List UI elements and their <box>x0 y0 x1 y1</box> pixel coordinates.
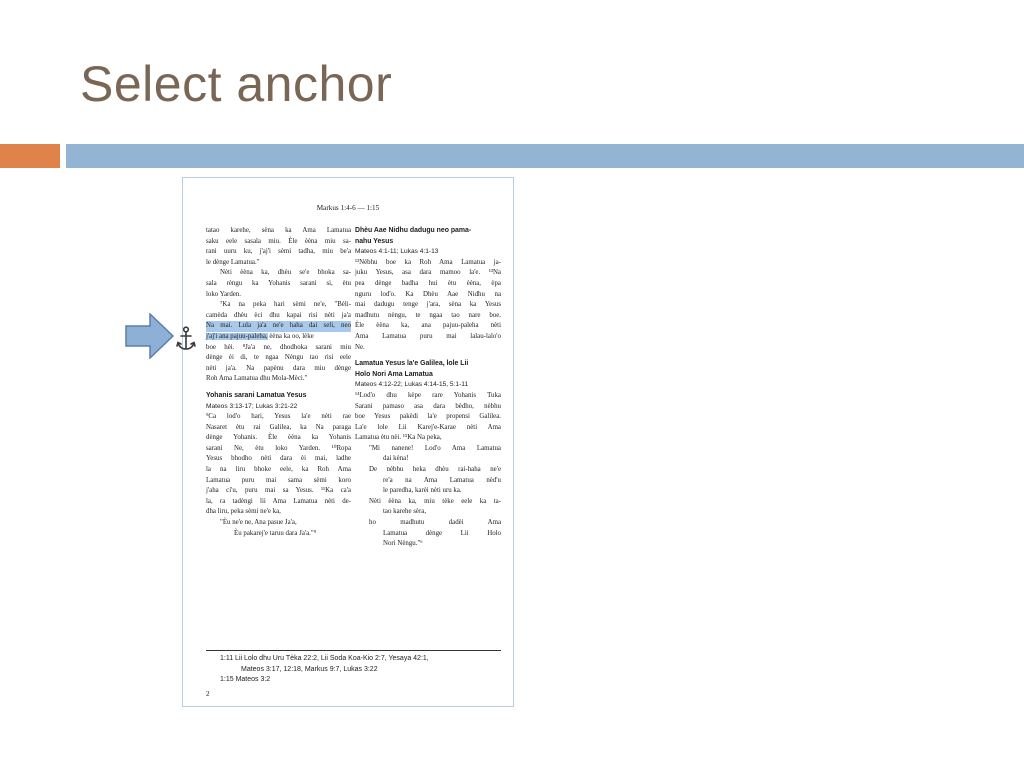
text-line: camèda dhèu èci dhu kapai risi nèti ja'a <box>206 311 351 319</box>
text-line: nèti ja'a. Na papènu dara miu dènge <box>206 364 351 372</box>
text-line: nguru lod'o. Ka Dhèu Aae Nidhu na <box>355 290 501 298</box>
text-line: La'e lole Lii Karej'e-Karae nèti Ama <box>355 423 501 431</box>
text-line <box>206 332 351 343</box>
text-line: mai dadugu tenge j'ara, sèna ka Yesus <box>355 301 501 309</box>
accent-bar <box>0 144 60 168</box>
text-line: Ama Lamatua puru mai lalau-lalo'o <box>355 332 501 340</box>
text-line: juku Yesus, asa dara mamoo la'e. ¹³Na <box>355 269 501 277</box>
footnote-line: Mateos 3:17, 12:18, Markus 9:7, Lukas 3:22 <box>241 665 378 673</box>
poetry-line: Lamatua dènge Lii Holo <box>383 529 501 537</box>
text-line: pea dènge badha hui ètu èèna, èpa <box>355 279 501 287</box>
text-line: Yesus bhodho nèti dara èi mai, ladhe <box>206 455 351 463</box>
text-line: tatao karehe, sèna ka Ama Lamatua <box>206 227 351 234</box>
text-line: sarani Ne, ètu loko Yarden. ¹⁰Ropa <box>206 444 351 452</box>
text-line: Ne. <box>355 343 365 351</box>
text-line: le dènge Lamatua." <box>206 258 260 266</box>
poetry-line: "Mi nanene! Lod'o Ama Lamatua <box>369 444 501 452</box>
text-line: Lamatua puru mai sama sèmi koro <box>206 476 351 484</box>
text-line: j'aha ci'u, puru mai sa Yesus. ¹¹Ka ca'a <box>206 487 351 495</box>
poetry-line: dai kèna! <box>383 455 409 463</box>
right-arrow-icon <box>125 313 175 359</box>
text-line: boe Yesus pakèdi la'e propensi Galilea. <box>355 413 501 421</box>
section-heading: Holo Nori Ama Lamatua <box>355 370 433 378</box>
text-line: Roh Ama Lamatua dhu Mola-Mèci." <box>206 375 308 383</box>
text-line: dènge Yohanis. Èle èèna ka Yohanis <box>206 434 351 442</box>
header-bar <box>66 144 1024 168</box>
section-heading: Yohanis sarani Lamatua Yesus <box>206 391 307 399</box>
text-fragment: èèna ka oo, lèke <box>267 332 314 340</box>
document-page <box>182 177 514 707</box>
section-heading: nahu Yesus <box>355 237 394 245</box>
page-number: 2 <box>206 690 210 698</box>
slide-title: Select anchor <box>80 56 393 112</box>
text-line: ¹²Nèbhu boe ka Roh Ama Lamatua ja- <box>355 258 501 266</box>
selected-text-line[interactable]: Na mai. Lula ja'a ne'e haha dai seli, neo <box>206 321 351 332</box>
poetry-line: le paredha, karèi nèti uru ka. <box>383 487 462 495</box>
left-column <box>206 226 351 539</box>
poetry-line: Nori Nèngu."⁶ <box>383 540 423 548</box>
text-line: Nèti èèna ka, dhèu se'e bhoka sa- <box>220 269 351 277</box>
footnote-divider <box>206 650 501 651</box>
text-line: Nasaret ètu rai Galilea, ka Na paraga <box>206 423 351 431</box>
text-line: dha liru, peka sèmi ne'e ka, <box>206 508 281 516</box>
poetry-line: Èu pakarej'e taruu dara Ja'a."⁹ <box>234 529 317 537</box>
poetry-line: re'a na Ama Lamatua nèd'u <box>383 476 501 484</box>
section-heading: Dhèu Aae Nidhu dadugu neo pama- <box>355 227 472 234</box>
footnote-line: 1:11 Lii Lolo dhu Uru Tèka 22:2, Lii Soda Koa-Kio 2:7, Yesaya 42:1, <box>220 655 429 662</box>
text-line: Èle èèna ka, ana pajuu-paleha nèti <box>355 322 501 330</box>
text-line: la, ra tadèngi lii Ama Lamatua nèti de- <box>206 497 351 505</box>
cross-reference: Mateos 4:1-11; Lukas 4:1-13 <box>355 248 439 256</box>
poetry-line: ho madhutu dadèi Ama <box>369 519 501 527</box>
section-heading: Lamatua Yesus la'e Galilea, lole Lii <box>355 360 469 368</box>
text-line: loko Yarden. <box>206 290 242 298</box>
right-column <box>355 226 501 550</box>
text-line: Lamatua ètu nèi. ¹⁵Ka Na peka, <box>355 434 442 442</box>
poetry-line: Nèti èèna ka, miu tèke eele ka ta- <box>369 497 501 505</box>
text-line: boe hèi. ⁸Ja'a ne, dhodhoka sarani miu <box>206 343 351 351</box>
running-head: Markus 1:4-6 — 1:15 <box>316 204 380 212</box>
poetry-line: De nèbhu heka dhèu rai-haha ne'e <box>369 466 501 474</box>
text-line: ⁹Ca lod'o hari, Yesus la'e nèti rae <box>206 413 351 421</box>
cross-reference: Mateos 4:12-22; Lukas 4:14-15, 5:1-11 <box>355 381 469 389</box>
poetry-line: tao karehe sèra, <box>383 508 427 516</box>
text-line: saku eele sasala miu. Èle èèna miu sa- <box>206 237 351 245</box>
text-line: rani uuru ku, j'aj'i sèmi tadha, miu be'a <box>206 248 351 256</box>
text-line: la na liru bhoke eele, ka Roh Ama <box>206 466 351 474</box>
text-line: dènge èi di, te ngaa Nèngu tao risi eele <box>206 354 351 362</box>
selected-text-fragment[interactable]: j'aj'i ana pajuu-paleha, <box>206 332 268 340</box>
poetry-line: "Èu ne'e ne, Ana pasue Ja'a, <box>220 519 297 527</box>
text-line: ¹⁴Lod'o dhu kèpe rare Yohanis Tuka <box>355 391 501 399</box>
footnote-line: 1:15 Mateos 3:2 <box>220 676 271 683</box>
cross-reference: Mateos 3:13-17; Lukas 3:21-22 <box>206 402 298 410</box>
anchor-icon[interactable] <box>176 326 200 352</box>
text-line: Sarani pamaso asa dara bèdho, nèbhu <box>355 402 501 410</box>
text-line: ⁷Ka na peka hari sèmi ne'e, "Bèli- <box>220 301 351 309</box>
text-line: sala rèngu ka Yohanis sarani si, ètu <box>206 279 351 287</box>
footnotes <box>220 654 505 686</box>
text-line: madhutu nèngu, te ngaa tao nare boe. <box>355 311 501 319</box>
